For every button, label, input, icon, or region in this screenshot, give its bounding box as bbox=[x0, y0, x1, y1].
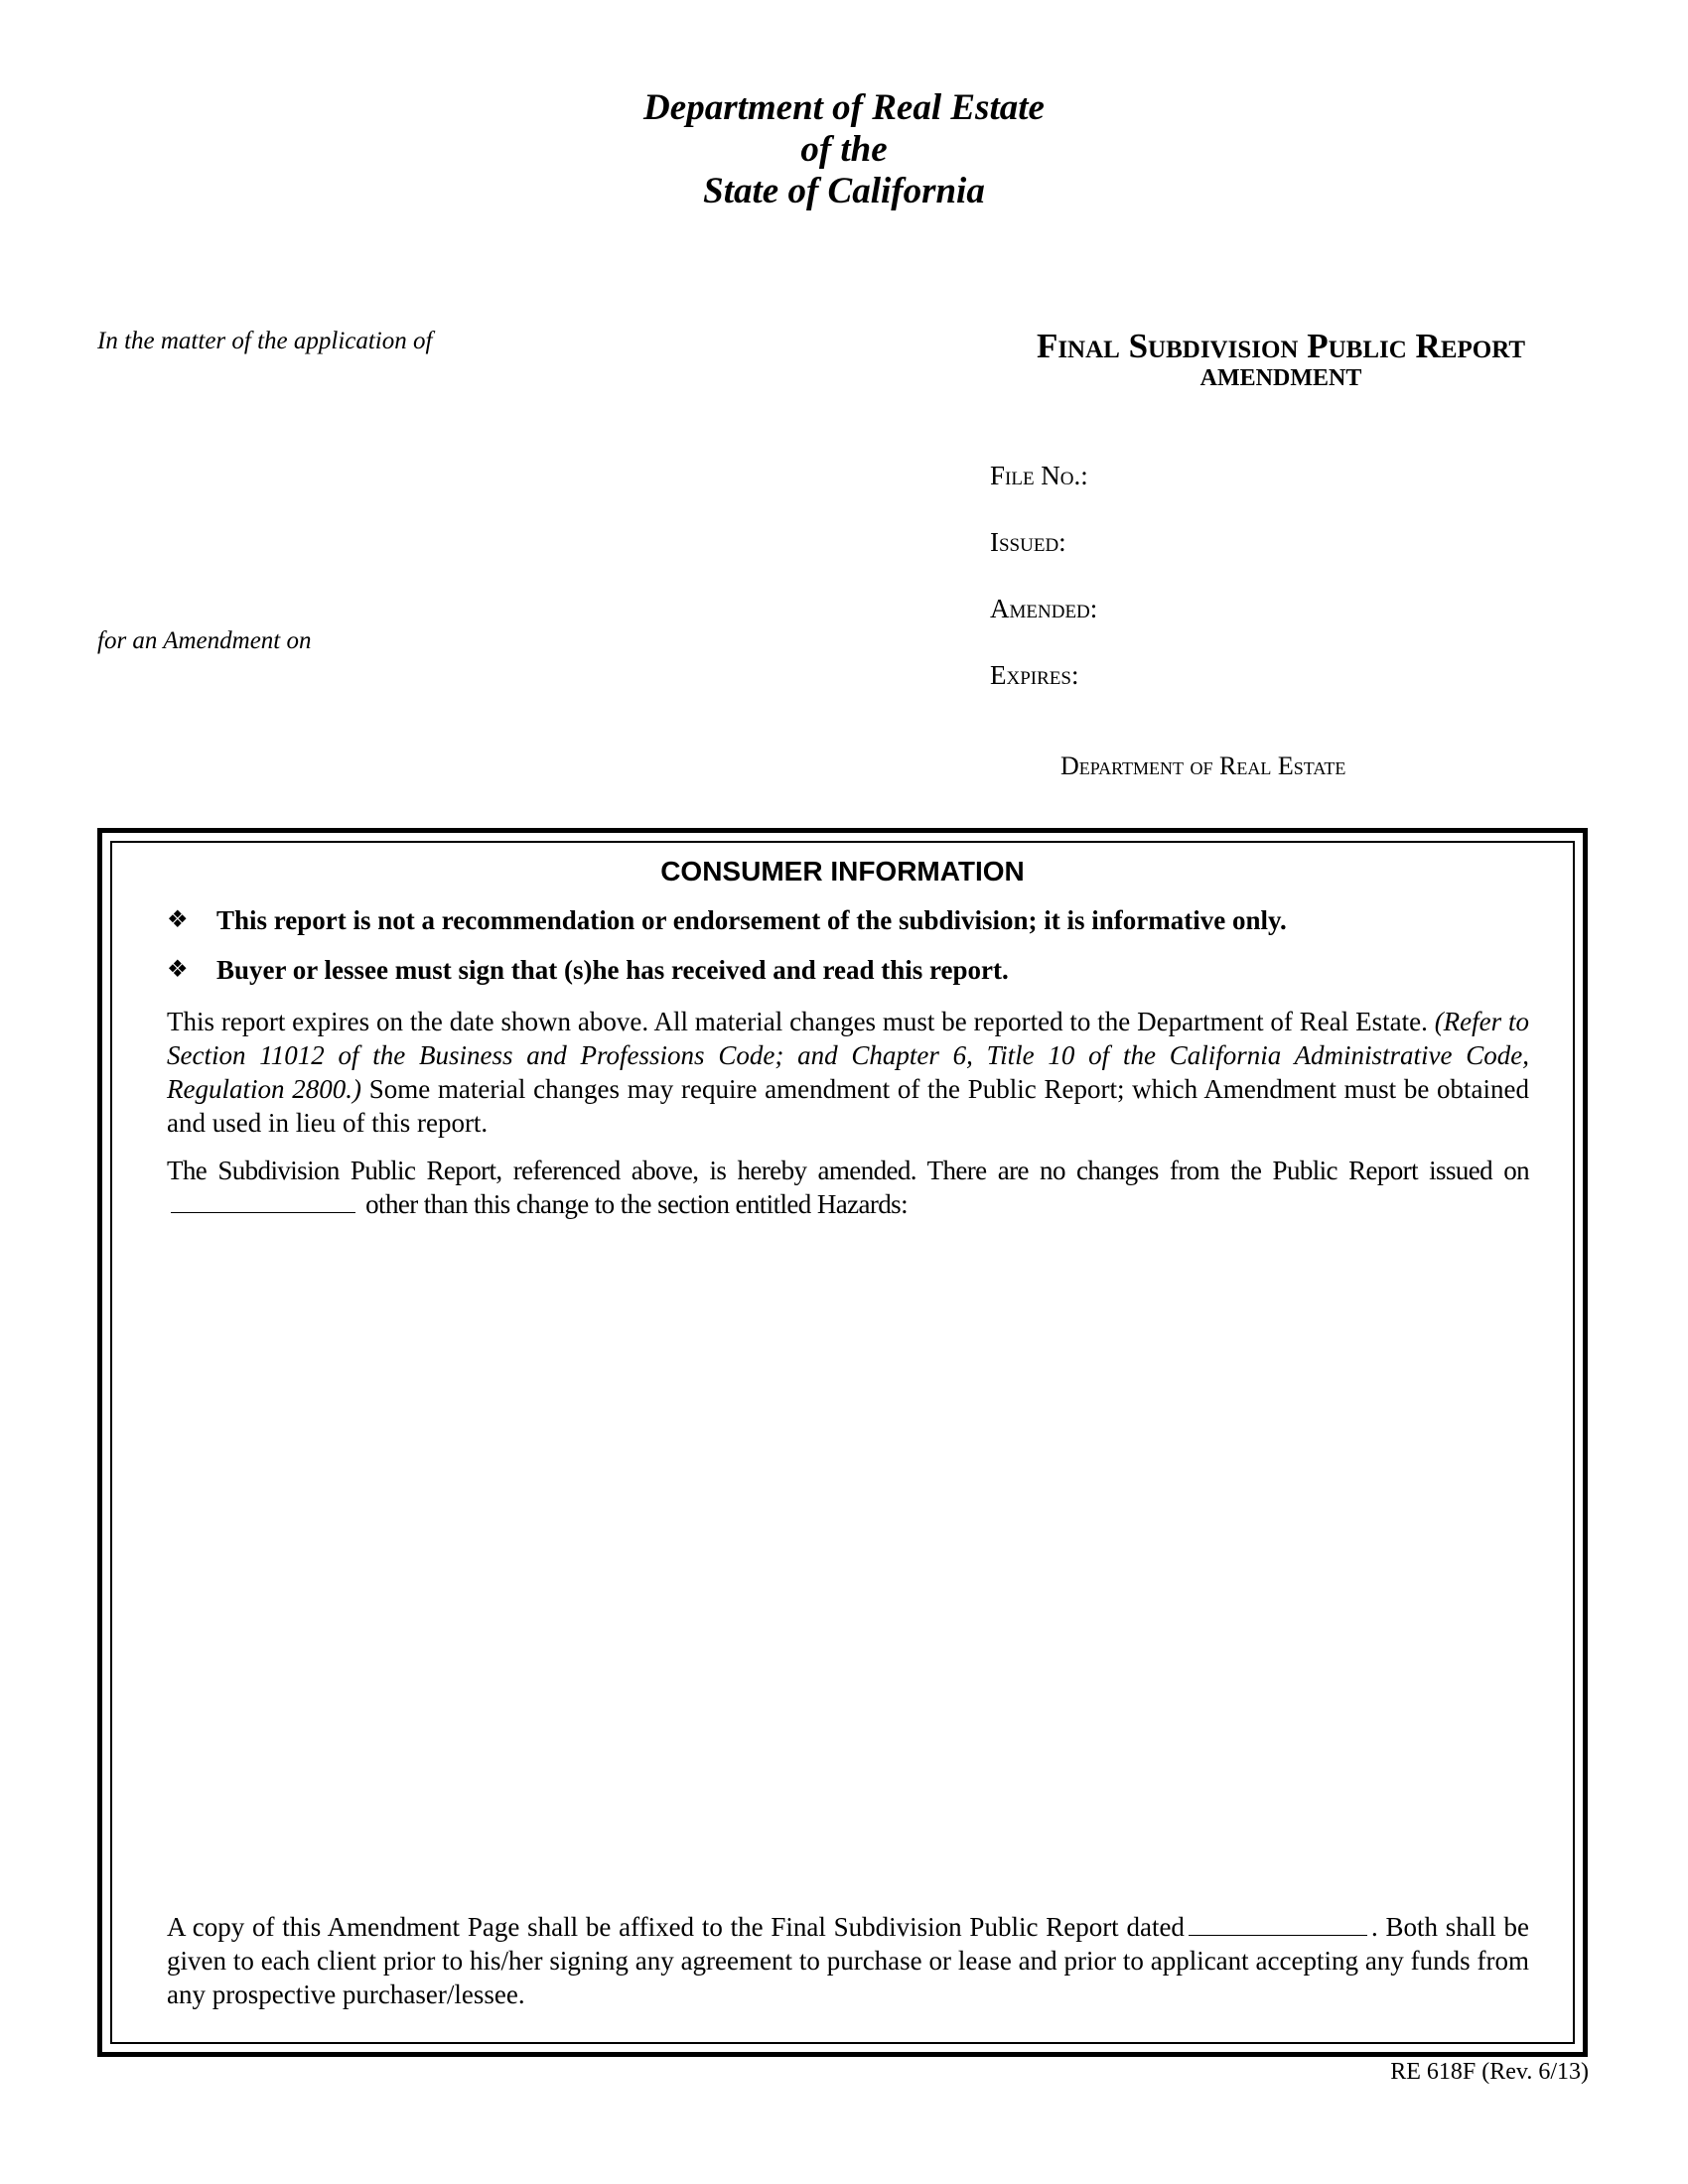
header-line-1: Department of Real Estate bbox=[643, 87, 1045, 128]
diamond-four-icon: ❖ bbox=[167, 957, 189, 983]
expires-label: Expires: bbox=[990, 660, 1079, 690]
expiration-text-end: Some material changes may require amendment of the Public Report; which Amendment must be obtained and used in lieu of this report. bbox=[167, 1074, 1530, 1138]
report-dated-blank[interactable] bbox=[1189, 1913, 1367, 1936]
bullet-2-text: Buyer or lessee must sign that (s)he has received and read this report. bbox=[216, 955, 1009, 985]
amendment-text-end: other than this change to the section entitled Hazards: bbox=[365, 1189, 908, 1219]
department-label: Department of Real Estate bbox=[1060, 751, 1346, 780]
affix-period: . bbox=[1370, 1912, 1378, 1942]
issued-label: Issued: bbox=[990, 527, 1066, 557]
amendment-paragraph bbox=[167, 1154, 1529, 1221]
affix-text-start: A copy of this Amendment Page shall be affixed to the Final Subdivision Public Report dated bbox=[167, 1912, 1185, 1942]
issued-on-date-blank[interactable] bbox=[171, 1190, 355, 1213]
regulation-reference: (Refer to Section 11012 of the Business and Professions Code; and Chapter 6, Title 10 of the California Administrative Code, Regulation 2800.) bbox=[167, 1007, 1530, 1104]
expiration-paragraph bbox=[167, 1005, 1529, 1140]
affix-text-rest: Both shall be given to each client prior to his/her signing any agreement to purchase or lease and prior to applicant accepting any funds from any prospective purchaser/lessee. bbox=[167, 1912, 1529, 2009]
report-subtitle: AMENDMENT bbox=[1199, 365, 1362, 391]
application-label: In the matter of the application of bbox=[97, 328, 433, 354]
form-number: RE 618F (Rev. 6/13) bbox=[1390, 2059, 1589, 2085]
diamond-four-icon: ❖ bbox=[167, 907, 189, 933]
amended-label: Amended: bbox=[990, 594, 1098, 623]
header-line-3: State of California bbox=[703, 171, 985, 211]
file-no-label: File No.: bbox=[990, 461, 1088, 490]
consumer-bullet-1 bbox=[167, 905, 1537, 939]
expiration-text-start: This report expires on the date shown above. All material changes must be reported to the Department of Real Estate. bbox=[167, 1007, 1428, 1036]
amendment-text-start: The Subdivision Public Report, referenced above, is hereby amended. There are no changes from the Public Report issued on bbox=[167, 1156, 1529, 1185]
consumer-bullet-2 bbox=[167, 955, 1537, 989]
report-title: Final Subdivision Public Report bbox=[1036, 327, 1526, 365]
consumer-info-heading: CONSUMER INFORMATION bbox=[660, 856, 1025, 887]
bullet-1-text: This report is not a recommendation or endorsement of the subdivision; it is informative only. bbox=[216, 905, 1287, 935]
agency-header bbox=[0, 87, 1688, 212]
amendment-label: for an Amendment on bbox=[97, 627, 312, 654]
affix-paragraph bbox=[167, 1910, 1529, 2011]
header-line-2: of the bbox=[800, 129, 888, 170]
